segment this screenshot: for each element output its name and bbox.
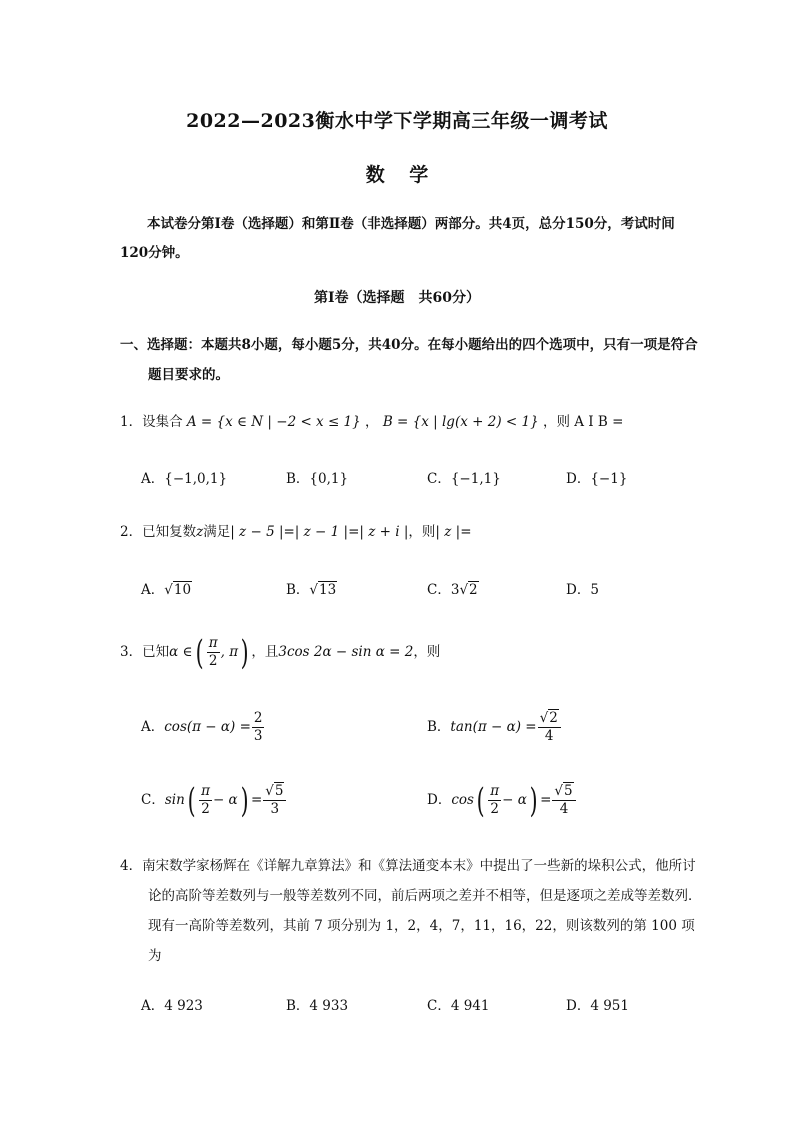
question-2	[120, 522, 676, 542]
q2-option-a[interactable]	[141, 578, 192, 598]
q3-c-label: C．	[141, 792, 165, 808]
q2-c-radicand: 2	[469, 582, 478, 598]
q2-stem-prefix: 2．已知复数	[120, 524, 197, 540]
q3-stem-mid: ，且	[251, 644, 279, 660]
q3-b-num-radicand: 2	[549, 710, 558, 726]
q3-c-num: π	[201, 783, 210, 799]
part-heading: 一、选择题：本题共8小题，每小题5分，共40分。在每小题给出的四个选项中，只有一项是符合题目要求的。	[120, 337, 698, 383]
q3-b-den: 4	[544, 728, 554, 744]
q3-option-a[interactable]	[141, 710, 265, 745]
q1-stem-suffix: ，则 A I B =	[542, 414, 624, 430]
q3-c-den: 2	[201, 801, 210, 817]
q1-stem-prefix: 1．设集合	[120, 414, 183, 430]
q2-stem-suffix: ，则	[408, 524, 436, 540]
q3-c-rnum	[263, 783, 286, 801]
q1-option-d[interactable]: D．{−1}	[566, 471, 628, 487]
q4-option-b[interactable]: B．4 933	[286, 998, 349, 1014]
q2-condition: | z − 5 |=| z − 1 |=| z + i |	[230, 524, 409, 540]
sqrt-symbol: √5	[554, 783, 573, 799]
sqrt-symbol: √2	[459, 582, 478, 598]
q2-b-label: B．	[286, 582, 310, 598]
sqrt-symbol: √10	[164, 582, 192, 598]
sqrt-symbol: √2	[539, 710, 558, 726]
section-title: 第Ⅰ卷（选择题 共60分）	[313, 290, 481, 306]
question-1	[120, 412, 676, 432]
q3-d-rden: 4	[559, 801, 569, 817]
q3-option-d[interactable]	[427, 780, 577, 821]
q3-c-fn: sin	[164, 792, 185, 808]
q3-d-inner-fraction	[488, 783, 501, 818]
q4-option-c[interactable]: C．4 941	[427, 998, 490, 1014]
q3-b-num	[538, 710, 561, 728]
q3-d-fn: cos	[451, 792, 474, 808]
q2-option-b[interactable]	[286, 578, 337, 598]
q3-d-rnum	[552, 783, 575, 801]
q3-d-num: π	[490, 783, 500, 799]
q2-var: z	[196, 524, 204, 540]
q3-d-label: D．	[427, 792, 452, 808]
q2-b-radicand: 13	[319, 582, 337, 598]
q3-b-fraction	[538, 710, 561, 745]
exam-intro: 本试卷分第Ⅰ卷（选择题）和第Ⅱ卷（非选择题）两部分。共4页，总分150分，考试时间120分钟。	[120, 216, 675, 261]
q3-b-expr: tan(π − α) =	[450, 719, 537, 735]
q3-b-label: B．	[427, 719, 451, 735]
q3-a-num: 2	[253, 710, 263, 726]
question-3	[120, 632, 676, 672]
q3-a-den: 3	[253, 728, 263, 744]
q3-d-tail: − α	[502, 792, 527, 808]
q2-a-radicand: 10	[173, 582, 192, 598]
q3-alpha-in: α ∈	[169, 644, 193, 660]
q1-set-a: A = {x ∈ N | −2 < x ≤ 1}	[186, 414, 361, 430]
q3-a-expr: cos(π − α) =	[164, 719, 251, 735]
q3-d-rnum-radicand: 5	[564, 783, 573, 799]
q3-frac-den: 2	[208, 653, 218, 669]
left-paren: (	[195, 632, 204, 673]
q1-option-b[interactable]: B．{0,1}	[286, 471, 349, 487]
q2-option-c[interactable]	[427, 578, 479, 598]
q2-ask: | z |=	[435, 524, 472, 540]
right-paren: )	[240, 780, 249, 821]
q3-d-result-fraction	[552, 783, 575, 818]
question-4: 4．南宋数学家杨辉在《详解九章算法》和《算法通变本末》中提出了一些新的垛积公式，他所讨论的高阶等差数列与一般等差数列不同，前后两项之差并不相等，但是逐项之差成等差数列．现有一高阶等差数列，其前 7 项分别为 1，2，4，7，11，16，22，则该数列的第 100 项为	[120, 858, 702, 964]
q1-option-a[interactable]: A．{−1,0,1}	[141, 471, 228, 487]
q4-option-a[interactable]: A．4 923	[141, 998, 203, 1014]
q3-frac-num: π	[208, 635, 218, 651]
q2-stem-mid: 满足	[203, 524, 231, 540]
left-paren: (	[476, 780, 485, 821]
q4-option-d[interactable]: D．4 951	[566, 998, 629, 1014]
q3-equation: 3cos 2α − sin α = 2	[278, 644, 414, 660]
right-paren: )	[529, 780, 538, 821]
q3-d-eq: =	[540, 792, 552, 808]
q1-comma: ，	[365, 414, 379, 430]
q2-c-label: C．	[427, 582, 451, 598]
q3-interval-tail: , π	[220, 644, 239, 660]
q3-c-rnum-radicand: 5	[274, 783, 284, 799]
q3-a-label: A．	[141, 719, 165, 735]
q1-set-b: B = {x | lg(x + 2) < 1}	[382, 414, 539, 430]
q2-c-coef: 3	[450, 582, 460, 598]
sqrt-symbol: √13	[309, 582, 337, 598]
q3-option-b[interactable]	[427, 710, 562, 745]
q3-interval-fraction	[207, 635, 220, 670]
q3-stem-prefix: 3．已知	[120, 644, 170, 660]
q3-c-tail: − α	[212, 792, 238, 808]
q3-d-den: 2	[490, 801, 499, 817]
q3-c-result-fraction	[263, 783, 286, 818]
q3-stem-suffix: ，则	[413, 644, 441, 660]
q3-a-fraction	[252, 710, 265, 745]
q2-a-label: A．	[141, 582, 165, 598]
sqrt-symbol: √5	[265, 783, 284, 799]
right-paren: )	[240, 632, 249, 673]
left-paren: (	[187, 780, 196, 821]
q3-c-rden: 3	[270, 801, 280, 817]
q3-c-inner-fraction	[199, 783, 212, 818]
q2-option-d[interactable]: D．5	[566, 582, 599, 598]
q3-c-eq: =	[250, 792, 263, 808]
subject-title: 数 学	[365, 164, 429, 186]
exam-title: 2022—2023衡水中学下学期高三年级一调考试	[186, 110, 608, 132]
q1-option-c[interactable]: C．{−1,1}	[427, 471, 501, 487]
q3-option-c[interactable]	[141, 780, 287, 821]
